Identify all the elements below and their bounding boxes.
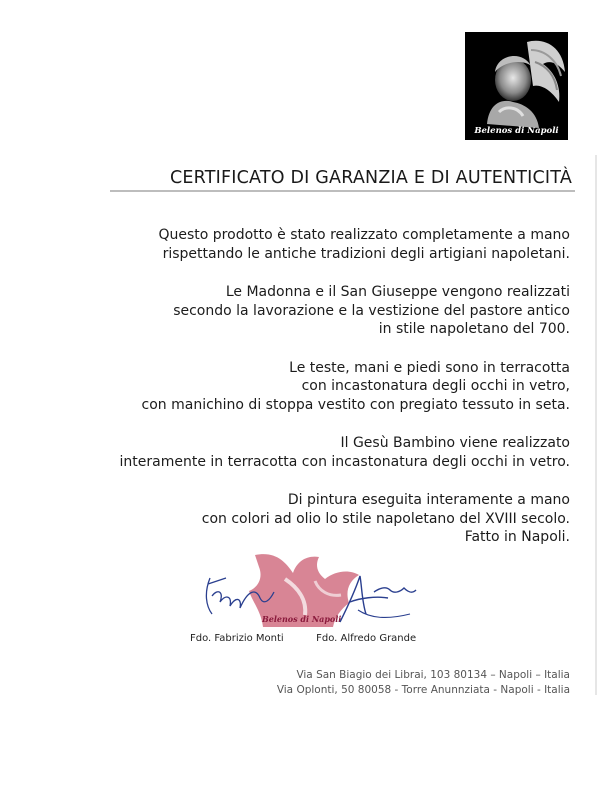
page-edge <box>595 155 597 695</box>
certificate-body <box>30 226 570 567</box>
paragraph-line: secondo la lavorazione e la vestizione del pastore antico <box>173 302 570 319</box>
paragraph-line: Questo prodotto è stato realizzato completamente a mano <box>158 227 570 243</box>
angel-statue-icon <box>465 32 568 140</box>
logo-text: Belenos di Napoli <box>474 126 559 136</box>
signature-names <box>190 633 416 644</box>
certificate-title: CERTIFICATO DI GARANZIA E DI AUTENTICITÀ <box>170 168 572 188</box>
signature-area <box>190 548 425 638</box>
paragraph-line: Il Gesù Bambino viene realizzato <box>340 435 570 451</box>
signature-left-name: Fdo. Fabrizio Monti <box>190 633 284 644</box>
brand-logo <box>465 32 568 140</box>
paragraph-line: Le teste, mani e piedi sono in terracotta <box>289 359 570 376</box>
address-line-2: Via Oplonti, 50 80058 - Torre Anunnziata - Napoli - Italia <box>276 684 570 696</box>
paragraph-line: con manichino di stoppa vestito con pregiato tessuto in seta. <box>141 396 570 413</box>
paragraph-line: Le Madonna e il San Giuseppe vengono realizzati <box>225 284 570 300</box>
signature-right-name: Fdo. Alfredo Grande <box>316 633 417 644</box>
paragraph-line: con incastonatura degli occhi in vetro, <box>301 378 570 394</box>
certificate-paragraph <box>30 434 570 471</box>
certificate-paragraph <box>30 283 570 339</box>
title-divider <box>110 190 575 192</box>
address-block <box>277 668 570 698</box>
certificate-paragraph <box>30 226 570 263</box>
handwritten-signatures <box>190 548 425 638</box>
address-line-1: Via San Biagio dei Librai, 103 80134 – Napoli – Italia <box>296 669 570 681</box>
paragraph-line: Fatto in Napoli. <box>464 529 570 545</box>
paragraph-line: in stile napoletano del 700. <box>378 321 570 337</box>
stamp-text: Belenos di Napoli <box>262 614 342 624</box>
certificate-paragraph <box>30 359 570 415</box>
paragraph-line: rispettando le antiche tradizioni degli artigiani napoletani. <box>162 245 570 262</box>
paragraph-line: interamente in terracotta con incastonatura degli occhi in vetro. <box>119 453 570 470</box>
paragraph-line: Di pintura eseguita interamente a mano <box>287 492 570 508</box>
paragraph-line: con colori ad olio lo stile napoletano del XVIII secolo. <box>201 510 570 527</box>
certificate-paragraph <box>30 491 570 547</box>
